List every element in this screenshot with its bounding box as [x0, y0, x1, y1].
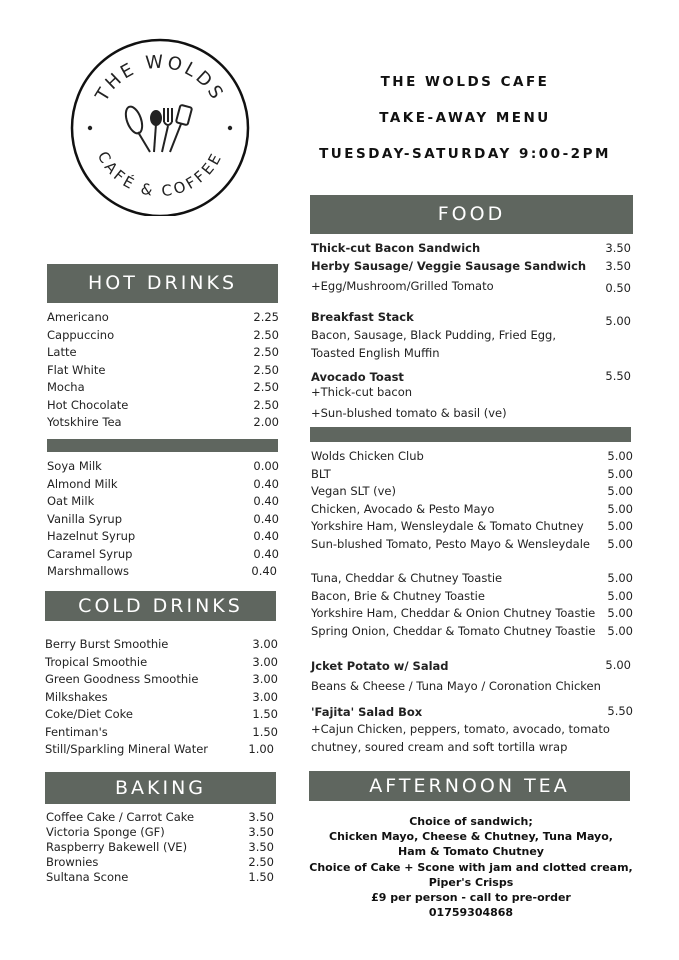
list-item [311, 536, 633, 554]
item-price: 5.00 [605, 658, 631, 672]
baking-list [46, 810, 274, 885]
logo-bottom-text: CAFÉ & COFFEE [93, 148, 227, 201]
logo-seal [70, 36, 250, 216]
item-name: Yorkshire Ham, Cheddar & Onion Chutney Toastie [311, 606, 596, 620]
item-price: 3.50 [248, 810, 274, 824]
logo-top-text: THE WOLDS [91, 51, 229, 106]
list-item [311, 276, 631, 296]
item-name: Fentiman's [45, 724, 108, 739]
cold-drinks-list [45, 636, 278, 759]
list-item [311, 258, 631, 276]
item-price: 2.50 [253, 380, 279, 394]
item-price: 1.00 [248, 742, 274, 756]
cold-drinks-banner [45, 591, 276, 621]
list-item [311, 605, 633, 623]
item-description: +Sun-blushed tomato & basil (ve) [311, 406, 507, 420]
item-name: Oat Milk [47, 494, 95, 508]
item-name: Bacon, Brie & Chutney Toastie [311, 588, 485, 603]
item-name: Vanilla Syrup [47, 511, 123, 526]
cafe-logo [70, 36, 250, 216]
item-price: 0.40 [253, 529, 279, 543]
avocado-toast [311, 369, 631, 422]
list-item [46, 810, 274, 825]
item-price: 3.00 [252, 689, 278, 704]
afternoon-tea-heading: AFTERNOON TEA [369, 775, 570, 797]
list-item [311, 570, 633, 588]
list-item [311, 501, 633, 519]
item-name: BLT [311, 466, 331, 481]
list-item [45, 706, 278, 724]
opening-hours: TUESDAY-SATURDAY 9:00-2PM [319, 146, 611, 162]
item-name: Marshmallows [47, 564, 130, 578]
list-item [45, 671, 278, 689]
item-price: 2.50 [248, 855, 274, 869]
item-name: Green Goodness Smoothie [45, 672, 199, 686]
item-name: Vegan SLT (ve) [311, 484, 396, 498]
tea-line: Ham & Tomato Chutney [398, 845, 544, 859]
item-description: +Thick-cut bacon [311, 385, 413, 399]
item-name: Tuna, Cheddar & Chutney Toastie [311, 571, 503, 585]
hot-drinks-heading: HOT DRINKS [87, 272, 238, 294]
item-price: 5.50 [607, 704, 633, 718]
list-item [311, 518, 633, 536]
item-name: Latte [47, 345, 77, 359]
tea-line: Choice of sandwich; [409, 815, 533, 828]
section-divider [310, 427, 631, 442]
list-item [311, 448, 633, 466]
item-price: 5.00 [607, 519, 633, 533]
list-item [45, 741, 278, 759]
food-heading: FOOD [437, 203, 506, 225]
list-item [45, 654, 278, 672]
list-item [311, 466, 633, 484]
toastie-list [311, 570, 633, 640]
tea-line: £9 per person - call to pre-order [371, 891, 571, 905]
item-price: 5.00 [607, 623, 633, 638]
item-price: 5.00 [607, 484, 633, 498]
list-item [47, 458, 279, 476]
list-item [47, 546, 279, 564]
item-name: Raspberry Bakewell (VE) [46, 840, 188, 854]
item-name: Milkshakes [45, 689, 108, 704]
item-description: +Cajun Chicken, peppers, tomato, avocado, tomato [311, 722, 610, 736]
list-item [46, 870, 274, 885]
breakfast-list [311, 240, 631, 296]
item-price: 5.00 [607, 588, 633, 603]
list-item [311, 240, 631, 258]
item-name: Soya Milk [47, 459, 102, 473]
item-title: Jcket Potato w/ Salad [311, 659, 449, 673]
item-price: 3.00 [252, 672, 278, 686]
list-item [45, 636, 278, 654]
list-item [45, 689, 278, 707]
extras-list [47, 458, 279, 581]
jacket-potato [311, 658, 631, 695]
item-price: 1.50 [252, 724, 278, 739]
item-name: +Egg/Mushroom/Grilled Tomato [311, 279, 494, 293]
list-item [47, 327, 279, 345]
item-price: 5.00 [607, 571, 633, 585]
cafe-name: THE WOLDS CAFE [380, 74, 550, 90]
breakfast-stack [311, 309, 631, 362]
tea-line: Piper's Crisps [428, 875, 514, 889]
item-price: 5.00 [607, 501, 633, 516]
item-name: Mocha [47, 380, 85, 394]
item-name: Brownies [46, 855, 99, 869]
list-item [47, 362, 279, 380]
menu-type: TAKE-AWAY MENU [379, 110, 551, 126]
item-name: Thick-cut Bacon Sandwich [311, 241, 481, 255]
list-item [311, 483, 633, 501]
item-price: 2.50 [253, 327, 279, 342]
item-price: 5.50 [605, 369, 631, 383]
afternoon-tea-details [306, 814, 636, 920]
item-title: Breakfast Stack [311, 310, 414, 324]
list-item [47, 528, 279, 546]
item-name: Chicken, Avocado & Pesto Mayo [311, 501, 495, 516]
item-description: Toasted English Muffin [311, 346, 440, 360]
cold-drinks-heading: COLD DRINKS [78, 595, 243, 617]
whisk-spoon-fork-spatula-icon [123, 104, 192, 152]
item-name: Cappuccino [47, 327, 115, 342]
item-name: Coke/Diet Coke [45, 707, 133, 721]
list-item [45, 724, 278, 742]
item-price: 2.25 [253, 310, 279, 324]
item-price: 3.50 [605, 241, 631, 255]
list-item [47, 379, 279, 397]
item-price: 5.00 [607, 536, 633, 551]
afternoon-tea-banner [309, 771, 630, 801]
item-name: Hazelnut Syrup [47, 529, 136, 543]
list-item [47, 476, 279, 494]
item-price: 3.00 [252, 637, 278, 651]
hot-drinks-banner [47, 264, 278, 303]
item-description: chutney, soured cream and soft tortilla wrap [311, 740, 568, 754]
item-title: Avocado Toast [311, 370, 404, 384]
item-price: 0.40 [253, 476, 279, 491]
list-item [47, 344, 279, 362]
item-price: 0.40 [253, 511, 279, 526]
section-divider [47, 439, 278, 452]
list-item [311, 588, 633, 606]
item-price: 5.00 [607, 606, 633, 620]
list-item [47, 414, 279, 432]
item-price: 3.00 [252, 654, 278, 669]
tea-line: Choice of Cake + Scone with jam and clotted cream, [309, 860, 633, 874]
sandwich-list [311, 448, 633, 553]
item-price: 0.50 [605, 281, 631, 295]
item-price: 0.40 [251, 564, 277, 578]
item-price: 1.50 [252, 707, 278, 721]
item-name: Victoria Sponge (GF) [46, 825, 165, 839]
item-price: 3.50 [248, 840, 274, 854]
item-price: 0.40 [253, 494, 279, 508]
food-banner [310, 195, 633, 234]
list-item [311, 623, 633, 641]
list-item [47, 511, 279, 529]
item-price: 2.50 [253, 397, 279, 412]
item-name: Flat White [47, 362, 106, 377]
item-description: Beans & Cheese / Tuna Mayo / Coronation Chicken [311, 679, 601, 693]
item-name: Yorkshire Ham, Wensleydale & Tomato Chutney [311, 519, 584, 533]
list-item [47, 397, 279, 415]
item-price: 1.50 [248, 870, 274, 884]
item-name: Hot Chocolate [47, 397, 129, 412]
item-description: Bacon, Sausage, Black Pudding, Fried Egg, [311, 328, 556, 342]
list-item [47, 493, 279, 511]
list-item [46, 840, 274, 855]
list-item [46, 825, 274, 840]
item-name: Sun-blushed Tomato, Pesto Mayo & Wensleydale [311, 536, 590, 551]
phone-number: 01759304868 [428, 906, 514, 920]
item-price: 2.50 [253, 362, 279, 377]
item-name: Yotskhire Tea [47, 415, 122, 429]
item-price: 2.00 [253, 415, 279, 429]
item-price: 5.00 [605, 314, 631, 328]
item-name: Wolds Chicken Club [311, 449, 424, 463]
item-price: 0.00 [253, 459, 279, 473]
fajita-salad-box [311, 704, 633, 756]
baking-banner [45, 772, 276, 804]
item-title: 'Fajita' Salad Box [311, 705, 423, 719]
item-name: Almond Milk [47, 476, 118, 491]
item-name: Americano [47, 310, 109, 324]
item-price: 2.50 [253, 345, 279, 359]
item-price: 3.50 [605, 259, 631, 273]
item-name: Caramel Syrup [47, 546, 133, 561]
item-name: Berry Burst Smoothie [45, 637, 169, 651]
item-price: 5.00 [607, 449, 633, 463]
item-price: 3.50 [248, 825, 274, 839]
list-item [47, 563, 279, 581]
item-name: Herby Sausage/ Veggie Sausage Sandwich [311, 259, 587, 273]
list-item [47, 309, 279, 327]
item-name: Spring Onion, Cheddar & Tomato Chutney Toastie [311, 623, 596, 638]
item-name: Still/Sparkling Mineral Water [45, 742, 209, 756]
item-name: Tropical Smoothie [45, 654, 148, 669]
item-price: 5.00 [607, 466, 633, 481]
item-name: Coffee Cake / Carrot Cake [46, 810, 195, 824]
hot-drinks-list [47, 309, 279, 432]
baking-heading: BAKING [114, 777, 207, 799]
tea-line: Chicken Mayo, Cheese & Chutney, Tuna Mayo, [329, 830, 613, 844]
item-price: 0.40 [253, 546, 279, 561]
list-item [46, 855, 274, 870]
item-name: Sultana Scone [46, 870, 129, 884]
